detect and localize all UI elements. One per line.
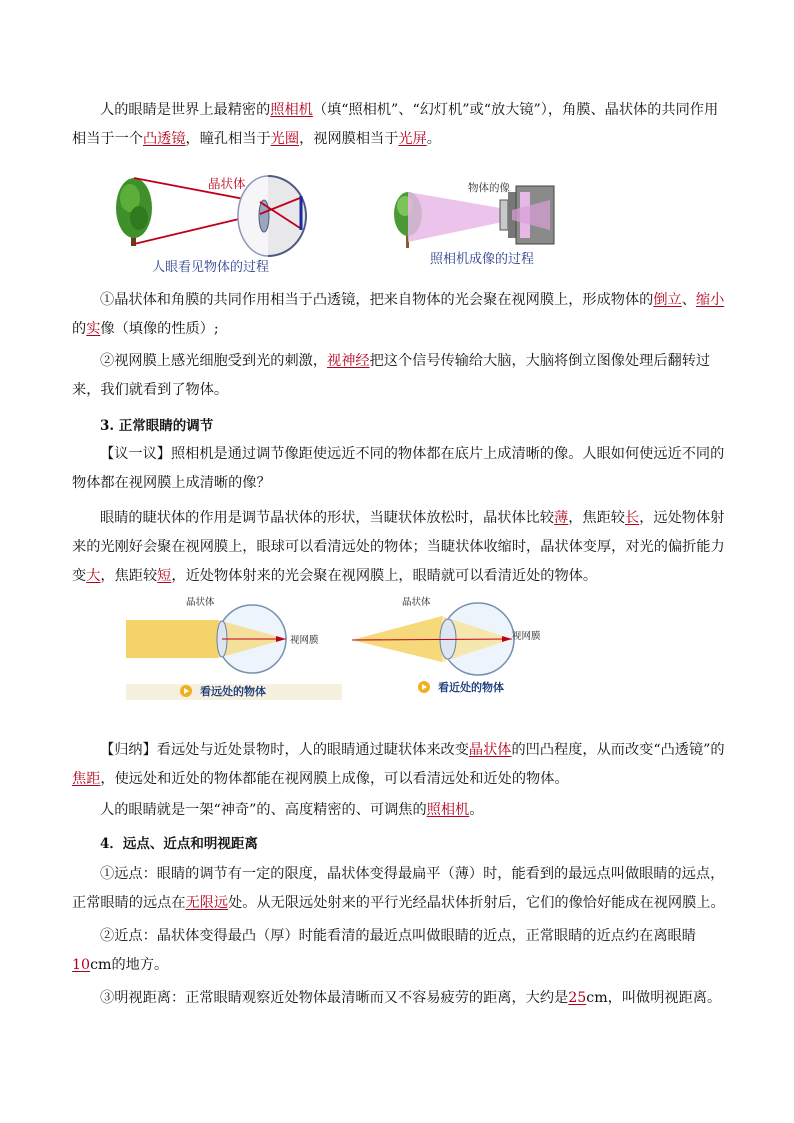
lens-label: 晶状体	[186, 597, 215, 608]
answer-blank: 薄	[554, 510, 569, 526]
camera-caption: 照相机成像的过程	[430, 252, 535, 267]
lens-label: 晶状体	[208, 176, 246, 191]
para-camera-analogy: 人的眼睛是世界上最精密的照相机（填“照相机”、“幻灯机”或“放大镜”），角膜、晶状体的共同作用相当于一个凸透镜，瞳孔相当于光圈，视网膜相当于光屏。	[72, 102, 719, 147]
para-summary: 【归纳】看远处与近处景物时，人的眼睛通过睫状体来改变晶状体的凹凸程度，从而改变“凸透镜”的焦距，使远处和近处的物体都能在视网膜上成像，可以看清远处和近处的物体。	[72, 742, 725, 787]
section-heading-accommodation: 3. 正常眼睛的调节	[100, 418, 214, 434]
para-discussion: 【议一议】照相机是通过调节像距使远近不同的物体都在底片上成清晰的像。人眼如何使远近不同的物体都在视网膜上成清晰的像？	[72, 446, 725, 491]
near-caption: 看近处的物体	[438, 681, 504, 694]
eye-seeing-diagram	[108, 168, 348, 276]
far-object-diagram	[126, 597, 342, 700]
answer-blank: 大	[86, 568, 101, 584]
answer-blank: 照相机	[426, 802, 470, 818]
answer-blank: 25	[568, 990, 587, 1006]
far-caption: 看远处的物体	[200, 685, 266, 698]
answer-blank: 10	[72, 957, 91, 973]
answer-blank: 凸透镜	[142, 131, 186, 147]
para-far-point: ①远点：眼睛的调节有一定的限度，晶状体变得最扁平（薄）时，能看到的最远点叫做眼睛的远点，正常眼睛的远点在无限远处。从无限远处射来的平行光经晶状体折射后，它们的像恰好能成在视网膜上。	[72, 866, 725, 911]
near-object-diagram	[352, 597, 560, 700]
answer-blank: 实	[86, 321, 101, 337]
answer-blank: 长	[624, 510, 640, 526]
answer-blank: 光屏	[398, 131, 427, 147]
camera-imaging-diagram	[388, 178, 568, 270]
para-optic-nerve: ②视网膜上感光细胞受到光的刺激，视神经把这个信号传输给大脑，大脑将倒立图像处理后翻转过来，我们就看到了物体。	[72, 353, 711, 398]
retina-label: 视网膜	[512, 631, 541, 642]
answer-blank: 照相机	[270, 102, 313, 118]
retina-label: 视网膜	[290, 635, 319, 646]
para-distinct-vision: ③明视距离：正常眼睛观察近处物体最清晰而又不容易疲劳的距离，大约是25cm，叫做明视距离。	[100, 990, 722, 1006]
answer-blank: 焦距	[72, 771, 101, 787]
answer-blank: 缩小	[695, 292, 725, 308]
answer-blank: 短	[157, 568, 172, 584]
para-image-on-retina: ①晶状体和角膜的共同作用相当于凸透镜，把来自物体的光会聚在视网膜上，形成物体的倒立、缩小的实像（填像的性质）;	[72, 292, 725, 337]
image-label: 物体的像	[468, 182, 510, 194]
para-magic-camera: 人的眼睛就是一架“神奇”的、高度精密的、可调焦的照相机。	[100, 802, 484, 818]
para-near-point: ②近点：晶状体变得最凸（厚）时能看清的最近点叫做眼睛的近点，正常眼睛的近点约在离眼睛10cm的地方。	[72, 928, 696, 973]
answer-blank: 倒立	[653, 292, 682, 308]
answer-blank: 视神经	[327, 353, 370, 369]
eye-caption: 人眼看见物体的过程	[152, 260, 270, 275]
answer-blank: 无限远	[185, 895, 229, 911]
answer-blank: 光圈	[270, 131, 300, 147]
para-ciliary-body: 眼睛的睫状体的作用是调节晶状体的形状，当睫状体放松时，晶状体比较薄，焦距较长，远处物体射来的光刚好会聚在视网膜上，眼球可以看清远处的物体；当睫状体收缩时，晶状体变厚，对光的偏折能力变大，焦距较短，近处物体射来的光会聚在视网膜上，眼睛就可以看清近处的物体。	[72, 510, 725, 584]
lens-label: 晶状体	[402, 597, 431, 608]
answer-blank: 晶状体	[468, 742, 512, 758]
section-heading-far-near-point: 4．远点、近点和明视距离	[100, 836, 258, 852]
